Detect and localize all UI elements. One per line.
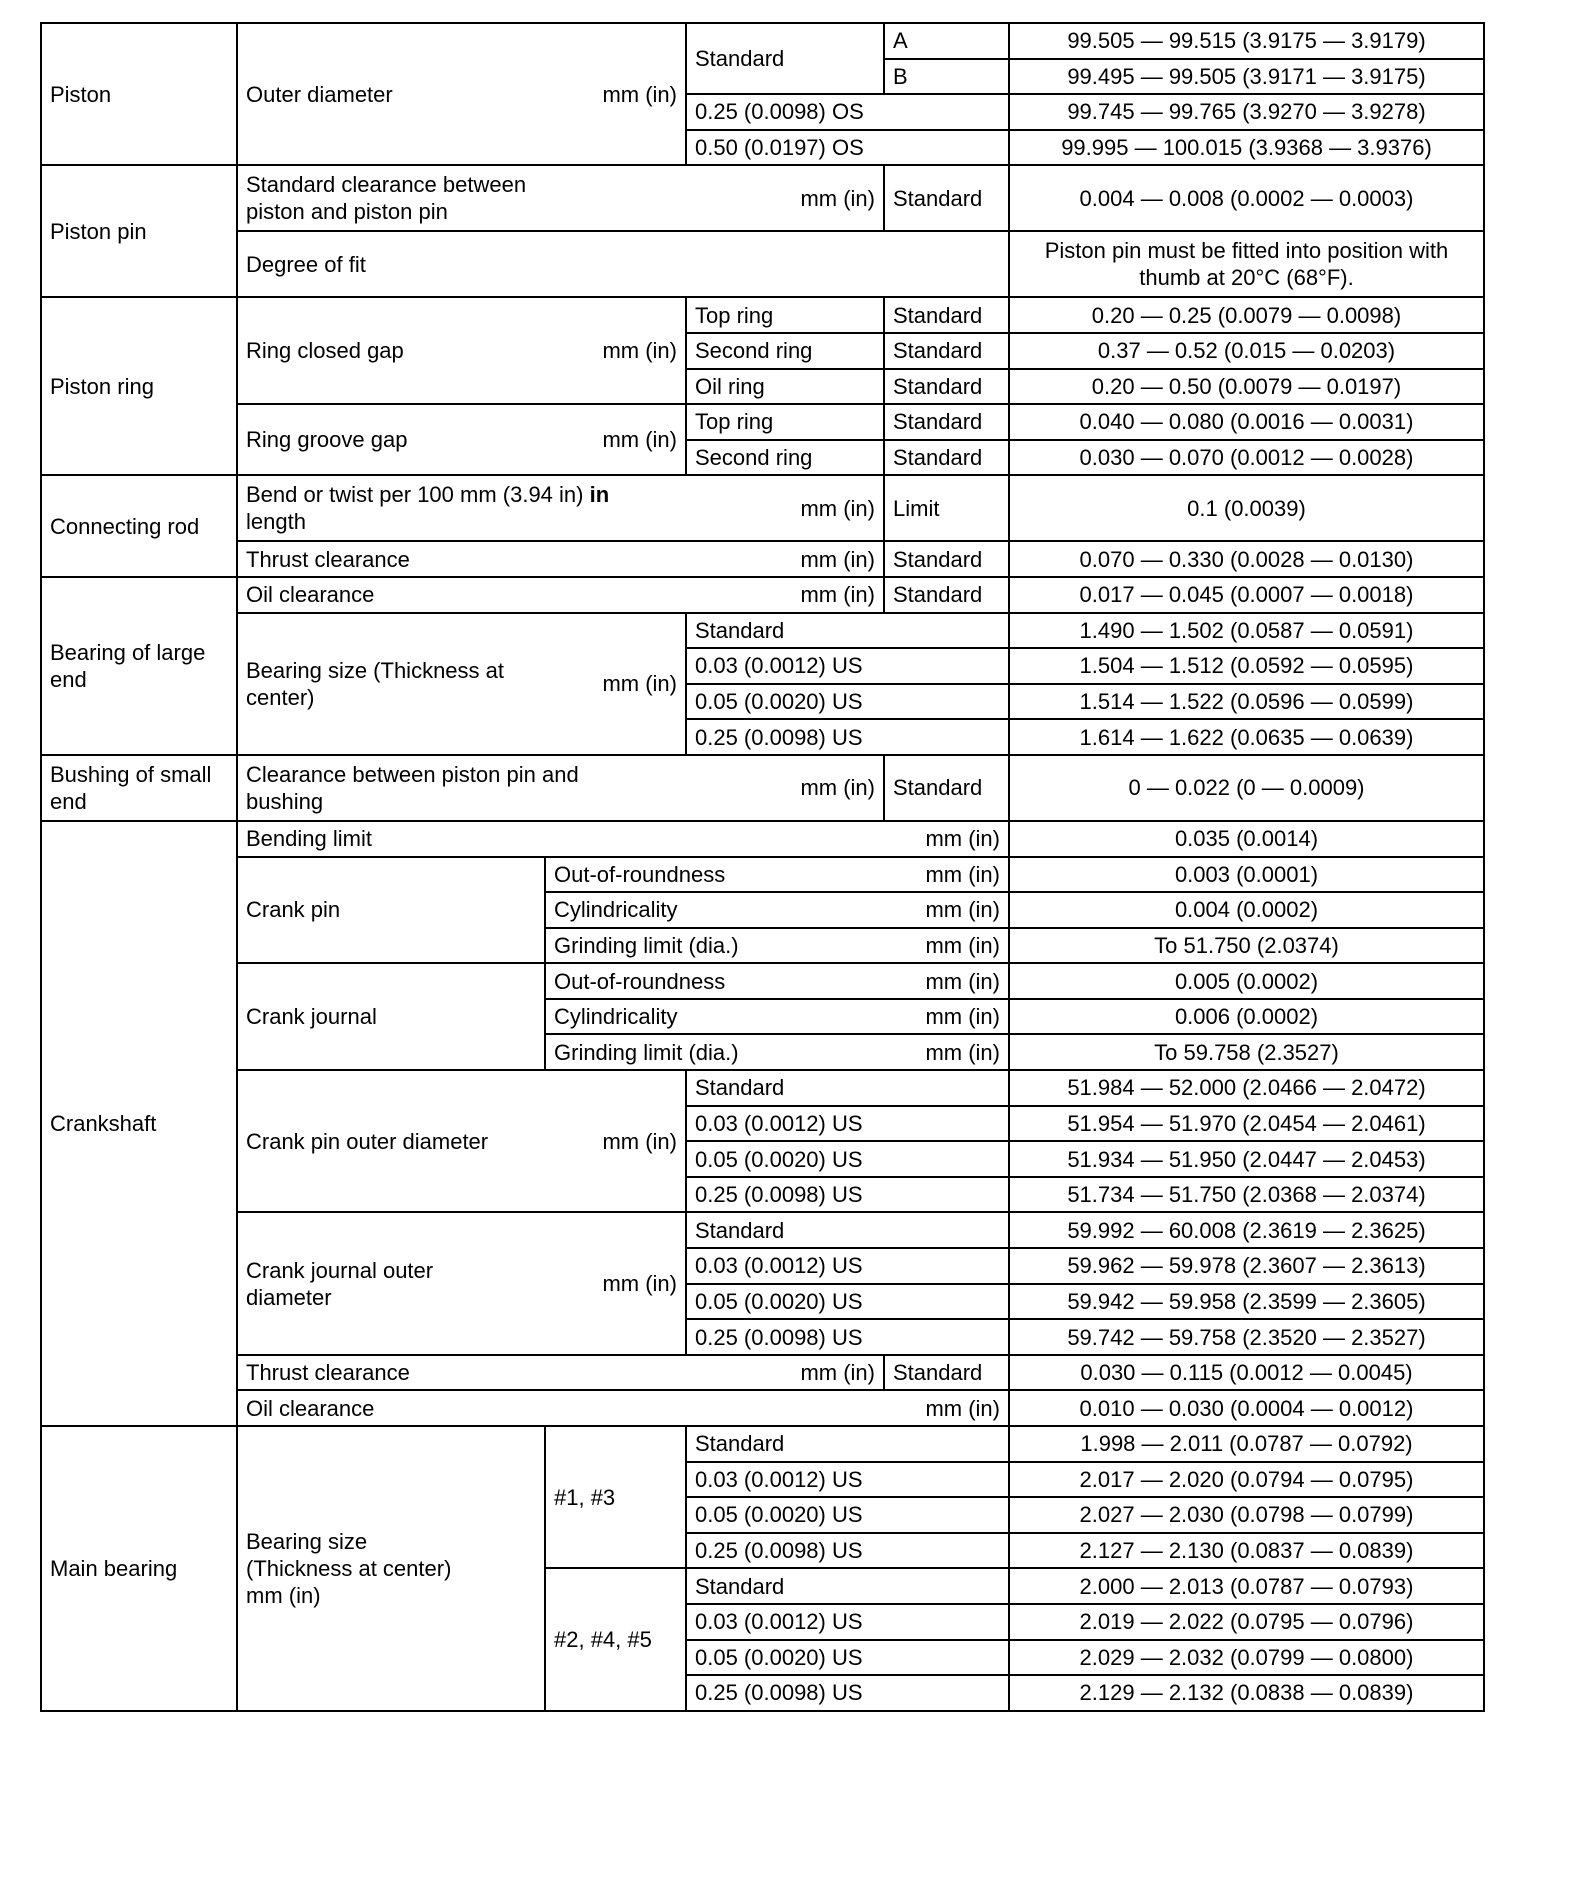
grinding-limit-label: Grinding limit (dia.) mm (in) [545,928,1009,964]
value-cell: 2.019 — 2.022 (0.0795 — 0.0796) [1009,1604,1484,1640]
value-cell: 99.505 — 99.515 (3.9175 — 3.9179) [1009,23,1484,59]
value-cell: 0.030 — 0.115 (0.0012 — 0.0045) [1009,1355,1484,1391]
crankshaft-label: Crankshaft [41,821,237,1426]
size-name: Standard [686,613,1009,649]
size-name: 0.25 (0.0098) US [686,1177,1009,1213]
ring-name: Second ring [686,333,884,369]
journal-group-label: #2, #4, #5 [545,1568,686,1710]
value-cell: 51.734 — 51.750 (2.0368 — 2.0374) [1009,1177,1484,1213]
size-name: 0.05 (0.0020) US [686,1284,1009,1320]
grinding-limit-label: Grinding limit (dia.) mm (in) [545,1034,1009,1070]
ring-name: Oil ring [686,369,884,405]
ring-name: Top ring [686,297,884,333]
kind-label: Limit [884,475,1009,541]
bend-twist-label: Bend or twist per 100 mm (3.94 in) in length mm (in) [237,475,884,541]
value-cell: 0.1 (0.0039) [1009,475,1484,541]
thrust-clearance-label: Thrust clearance mm (in) [237,541,884,577]
ring-name: Top ring [686,404,884,440]
value-cell: 1.504 — 1.512 (0.0592 — 0.0595) [1009,648,1484,684]
grade-a: A [884,23,1009,59]
standard-label: Standard [686,23,884,94]
value-cell: 99.745 — 99.765 (3.9270 — 3.9278) [1009,94,1484,130]
kind-label: Standard [884,1355,1009,1391]
value-cell: 0.017 — 0.045 (0.0007 — 0.0018) [1009,577,1484,613]
size-name: 0.05 (0.0020) US [686,1497,1009,1533]
size-name: 0.03 (0.0012) US [686,1604,1009,1640]
out-of-roundness-label: Out-of-roundness mm (in) [545,857,1009,893]
oil-clearance-label: Oil clearance mm (in) [237,1390,1009,1426]
value-cell: 0.040 — 0.080 (0.0016 — 0.0031) [1009,404,1484,440]
size-name: 0.25 (0.0098) US [686,1319,1009,1355]
size-name: 0.03 (0.0012) US [686,1106,1009,1142]
bending-limit-label: Bending limit mm (in) [237,821,1009,857]
value-cell: 59.742 — 59.758 (2.3520 — 2.3527) [1009,1319,1484,1355]
size-name: 0.03 (0.0012) US [686,648,1009,684]
size-name: 0.25 (0.0098) US [686,719,1009,755]
spec-table [40,22,1485,1712]
value-cell: 1.514 — 1.522 (0.0596 — 0.0599) [1009,684,1484,720]
kind-label: Standard [884,165,1009,231]
value-cell: Piston pin must be fitted into position with thumb at 20°C (68°F). [1009,231,1484,297]
oil-clearance-label: Oil clearance mm (in) [237,577,884,613]
value-cell: 0.005 (0.0002) [1009,963,1484,999]
thrust-clearance-label: Thrust clearance mm (in) [237,1355,884,1391]
groove-gap-label: Ring groove gap mm (in) [237,404,686,475]
value-cell: 0.20 — 0.25 (0.0079 — 0.0098) [1009,297,1484,333]
value-cell: 0.010 — 0.030 (0.0004 — 0.0012) [1009,1390,1484,1426]
main-bearing-label: Main bearing [41,1426,237,1711]
crank-journal-label: Crank journal [237,963,545,1070]
value-cell: 51.984 — 52.000 (2.0466 — 2.0472) [1009,1070,1484,1106]
size-name: Standard [686,1568,1009,1604]
value-cell: 0 — 0.022 (0 — 0.0009) [1009,755,1484,821]
journal-group-label: #1, #3 [545,1426,686,1568]
value-cell: 0.070 — 0.330 (0.0028 — 0.0130) [1009,541,1484,577]
value-cell: 1.490 — 1.502 (0.0587 — 0.0591) [1009,613,1484,649]
value-cell: 0.006 (0.0002) [1009,999,1484,1035]
size-name: 0.05 (0.0020) US [686,684,1009,720]
grade-b: B [884,59,1009,95]
size-name: 0.25 (0.0098) US [686,1675,1009,1711]
value-cell: 1.614 — 1.622 (0.0635 — 0.0639) [1009,719,1484,755]
crank-pin-od-label: Crank pin outer diameter mm (in) [237,1070,686,1212]
value-cell: 2.127 — 2.130 (0.0837 — 0.0839) [1009,1533,1484,1569]
ring-name: Second ring [686,440,884,476]
size-name: 0.25 (0.0098) US [686,1533,1009,1569]
piston-pin-label: Piston pin [41,165,237,297]
value-cell: 59.992 — 60.008 (2.3619 — 2.3625) [1009,1212,1484,1248]
piston-label: Piston [41,23,237,165]
value-cell: 0.20 — 0.50 (0.0079 — 0.0197) [1009,369,1484,405]
kind-label: Standard [884,333,1009,369]
oversize-label: 0.25 (0.0098) OS [686,94,1009,130]
value-cell: 51.934 — 51.950 (2.0447 — 2.0453) [1009,1141,1484,1177]
value-cell: 0.035 (0.0014) [1009,821,1484,857]
value-cell: 59.942 — 59.958 (2.3599 — 2.3605) [1009,1284,1484,1320]
large-end-label: Bearing of large end [41,577,237,755]
value-cell: 2.029 — 2.032 (0.0799 — 0.0800) [1009,1640,1484,1676]
outer-diameter-label: Outer diameter mm (in) [237,23,686,165]
value-cell: 2.129 — 2.132 (0.0838 — 0.0839) [1009,1675,1484,1711]
value-cell: To 59.758 (2.3527) [1009,1034,1484,1070]
degree-of-fit-label: Degree of fit [237,231,1009,297]
pin-clearance-label: Standard clearance between piston and piston pin mm (in) [237,165,884,231]
size-name: 0.05 (0.0020) US [686,1141,1009,1177]
value-cell: 0.004 (0.0002) [1009,892,1484,928]
bushing-clearance-label: Clearance between piston pin and bushing mm (in) [237,755,884,821]
size-name: 0.03 (0.0012) US [686,1248,1009,1284]
cylindricality-label: Cylindricality mm (in) [545,892,1009,928]
kind-label: Standard [884,755,1009,821]
kind-label: Standard [884,404,1009,440]
value-cell: 1.998 — 2.011 (0.0787 — 0.0792) [1009,1426,1484,1462]
value-cell: 0.004 — 0.008 (0.0002 — 0.0003) [1009,165,1484,231]
size-name: 0.03 (0.0012) US [686,1462,1009,1498]
kind-label: Standard [884,297,1009,333]
value-cell: 99.995 — 100.015 (3.9368 — 3.9376) [1009,130,1484,166]
small-end-label: Bushing of small end [41,755,237,821]
value-cell: 2.027 — 2.030 (0.0798 — 0.0799) [1009,1497,1484,1533]
size-name: Standard [686,1070,1009,1106]
kind-label: Standard [884,541,1009,577]
value-cell: 2.000 — 2.013 (0.0787 — 0.0793) [1009,1568,1484,1604]
value-cell: 99.495 — 99.505 (3.9171 — 3.9175) [1009,59,1484,95]
crank-pin-label: Crank pin [237,857,545,964]
value-cell: 0.030 — 0.070 (0.0012 — 0.0028) [1009,440,1484,476]
connecting-rod-label: Connecting rod [41,475,237,577]
value-cell: 59.962 — 59.978 (2.3607 — 2.3613) [1009,1248,1484,1284]
kind-label: Standard [884,369,1009,405]
main-bearing-size-label: Bearing size (Thickness at center) mm (in) [237,1426,545,1711]
closed-gap-label: Ring closed gap mm (in) [237,297,686,404]
value-cell: 0.003 (0.0001) [1009,857,1484,893]
kind-label: Standard [884,440,1009,476]
size-name: 0.05 (0.0020) US [686,1640,1009,1676]
value-cell: 0.37 — 0.52 (0.015 — 0.0203) [1009,333,1484,369]
crank-journal-od-label: Crank journal outer diameter mm (in) [237,1212,686,1354]
cylindricality-label: Cylindricality mm (in) [545,999,1009,1035]
bearing-size-label: Bearing size (Thickness at center) mm (in) [237,613,686,755]
kind-label: Standard [884,577,1009,613]
out-of-roundness-label: Out-of-roundness mm (in) [545,963,1009,999]
value-cell: 51.954 — 51.970 (2.0454 — 2.0461) [1009,1106,1484,1142]
size-name: Standard [686,1212,1009,1248]
value-cell: 2.017 — 2.020 (0.0794 — 0.0795) [1009,1462,1484,1498]
piston-ring-label: Piston ring [41,297,237,475]
value-cell: To 51.750 (2.0374) [1009,928,1484,964]
size-name: Standard [686,1426,1009,1462]
oversize-label: 0.50 (0.0197) OS [686,130,1009,166]
